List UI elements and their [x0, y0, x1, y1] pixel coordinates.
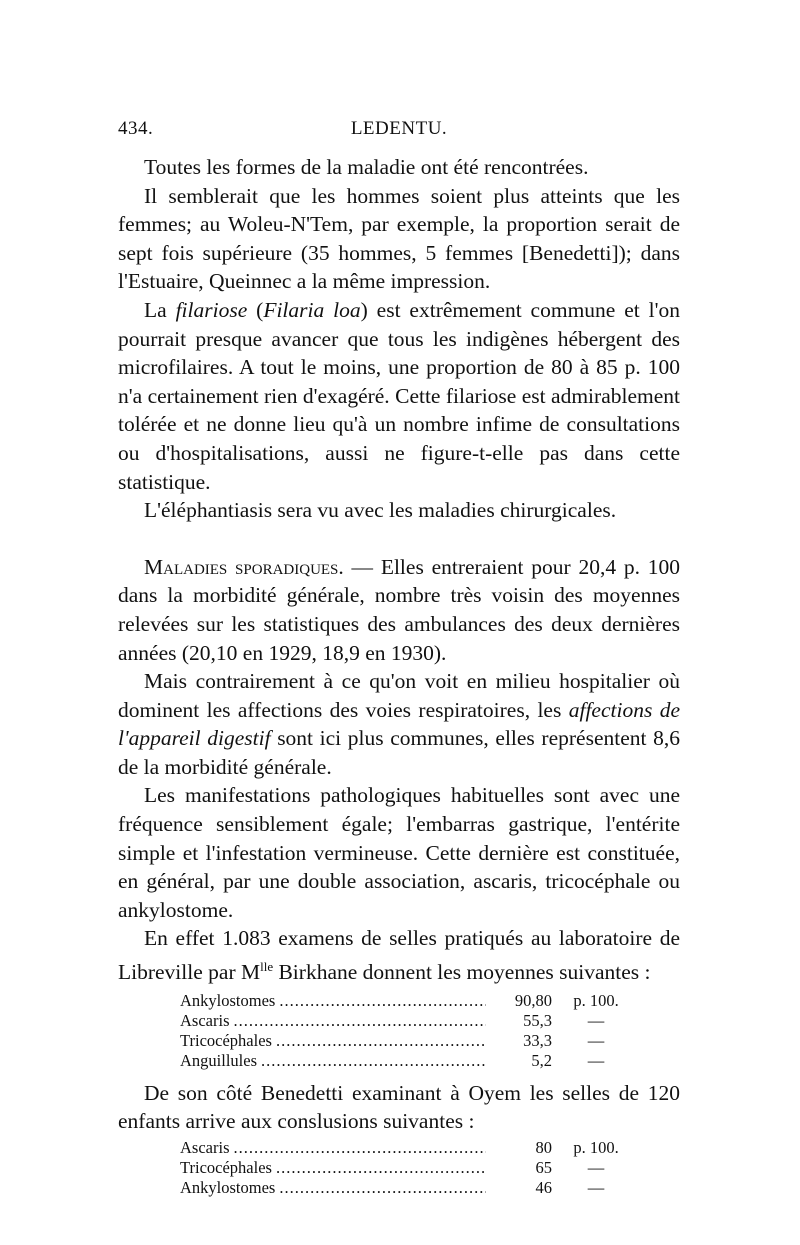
paragraph-forms: Toutes les formes de la maladie ont été rencontrées. — [144, 155, 589, 179]
row-value: 65 — [535, 1157, 552, 1177]
row-value: 80 — [535, 1137, 552, 1157]
section-title: Maladies sporadiques. — [144, 554, 344, 579]
row-value: 5,2 — [531, 1050, 552, 1070]
table-row — [180, 1138, 640, 1158]
text-run: En effet 1.083 examens de selles pratiqués au laboratoire de Libreville par M — [118, 926, 680, 985]
paragraph-exams — [118, 924, 680, 986]
results-table-oyem — [180, 1138, 640, 1198]
results-table-libreville — [180, 991, 640, 1071]
term-filariose: filariose — [175, 297, 248, 322]
row-value: 46 — [535, 1177, 552, 1197]
term-digestive: affections de l'appareil digestif — [118, 697, 681, 751]
row-value: 90,80 — [514, 990, 552, 1010]
row-label: Tricocéphales — [180, 1030, 272, 1050]
term-filaria-loa: Filaria loa — [263, 297, 361, 322]
leader-dots — [276, 1158, 486, 1178]
leader-dots — [233, 1138, 486, 1158]
paragraph-benedetti: De son côté Benedetti examinant à Oyem les selles de 120 enfants arrive aux conslusions suivantes : — [118, 1080, 680, 1134]
superscript-lle: lle — [260, 959, 274, 975]
page-body — [118, 153, 680, 1198]
running-title: LEDENTU. — [350, 118, 448, 139]
paragraph-sporadic — [118, 553, 680, 667]
row-value: 55,3 — [523, 1010, 552, 1030]
row-label: Ankylostomes — [180, 1177, 276, 1197]
text-run: — Elles entreraient pour 20,4 p. 100 dans la morbidité générale, nombre très voisin des moyennes relevées sur les statistiques des ambulances des deux dernières années (20,10 en 1929, 18,9 en 1930). — [118, 554, 680, 665]
row-value: 33,3 — [523, 1030, 552, 1050]
leader-dots — [279, 991, 486, 1011]
paragraph-elephantiasis: L'éléphantiasis sera vu avec les maladies chirurgicales. — [144, 498, 617, 523]
table-row — [180, 991, 640, 1011]
running-header — [118, 118, 680, 144]
row-label: Anguillules — [180, 1050, 257, 1070]
leader-dots — [261, 1051, 486, 1071]
text-run: ( — [247, 297, 264, 322]
leader-dots — [279, 1178, 486, 1198]
row-unit: — — [587, 1157, 605, 1177]
row-unit: — — [587, 1050, 605, 1070]
row-unit: — — [587, 1030, 605, 1050]
table-row — [180, 1158, 640, 1178]
paragraph-filariose — [118, 296, 680, 496]
row-unit: — — [587, 1177, 605, 1197]
row-label: Ascaris — [180, 1137, 230, 1157]
leader-dots — [233, 1011, 486, 1031]
row-label: Tricocéphales — [180, 1157, 272, 1177]
page-number: 434. — [118, 118, 154, 139]
table-row — [180, 1031, 640, 1051]
table-row — [180, 1178, 640, 1198]
table-row — [180, 1011, 640, 1031]
text-run: Birkhane donnent les moyennes suivantes : — [273, 960, 651, 985]
text-run: Mais contrairement à ce qu'on voit en milieu hospitalier où dominent les affections des voies respiratoires, les — [118, 669, 680, 722]
paragraph-digestive — [118, 667, 680, 781]
text-run: sont ici plus communes, elles représentent 8,6 de la morbidité générale. — [118, 726, 680, 779]
row-label: Ascaris — [180, 1010, 230, 1030]
paragraph-manifestations: Les manifestations pathologiques habituelles sont avec une fréquence sensiblement égale; l'embarras gastrique, l'entérite simple et l'infestation vermineuse. Cette dernière est constituée, en général, par une double association, ascaris, tricocéphale ou ankylostome. — [118, 783, 680, 922]
text-run: ) est extrêmement commune et l'on pourrait presque avancer que tous les indigènes hébergent des microfilaires. A tout le moins, une proportion de 80 à 85 p. 100 n'a certainement rien d'exagéré. Cette filariose est admirablement tolérée et ne donne lieu qu'à un nombre infime de consultations ou d'hospitalisations, aussi ne figure-t-elle pas dans cette statistique. — [118, 297, 680, 494]
row-label: Ankylostomes — [180, 990, 276, 1010]
text-run: La — [144, 297, 176, 322]
row-unit: — — [587, 1010, 605, 1030]
paragraph-sex-ratio: Il semblerait que les hommes soient plus atteints que les femmes; au Woleu-N'Tem, par exemple, la proportion serait de sept fois supérieure (35 hommes, 5 femmes [Benedetti]); dans l'Estuaire, Queinnec a la même impression. — [118, 183, 680, 294]
table-row — [180, 1051, 640, 1071]
leader-dots — [276, 1031, 486, 1051]
row-unit: p. 100. — [573, 1137, 619, 1157]
row-unit: p. 100. — [573, 990, 619, 1010]
